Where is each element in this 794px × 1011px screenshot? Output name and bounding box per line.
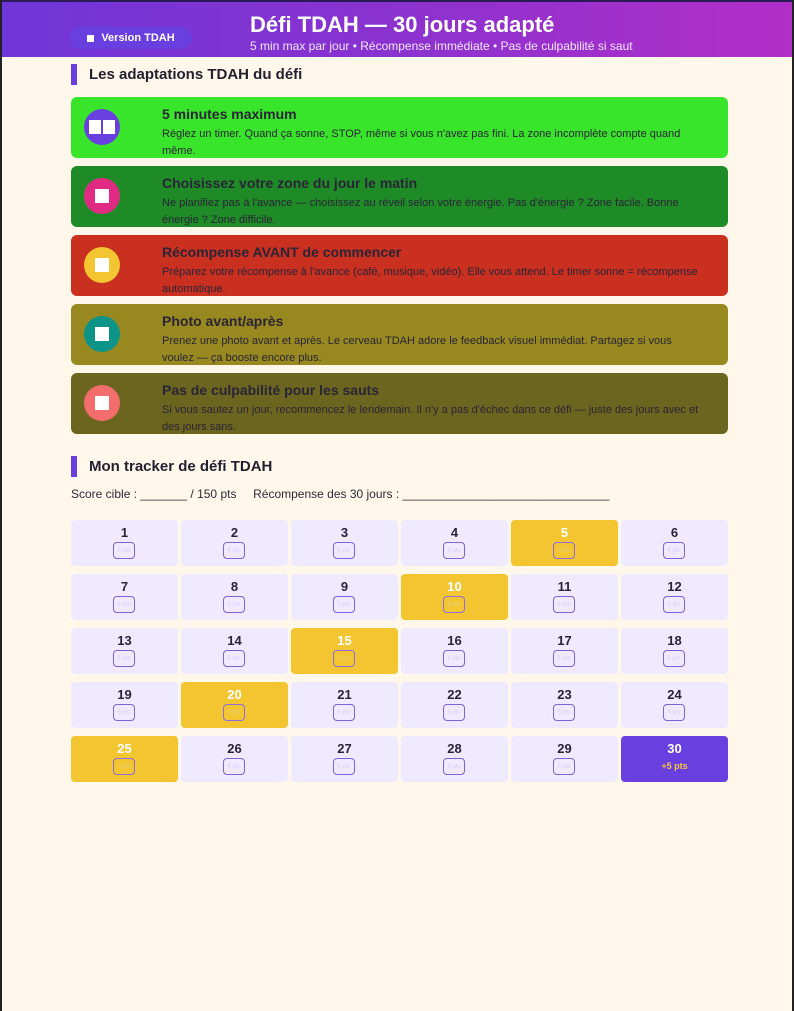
day-checkbox[interactable] [223, 542, 245, 559]
checkbox-points-label: 5 pts [447, 763, 461, 770]
checkbox-points-label: 5 pts [557, 655, 571, 662]
day-number: 17 [557, 633, 572, 648]
checkbox-points-label: 5 pts [117, 547, 131, 554]
day-checkbox[interactable] [333, 650, 355, 667]
day-number: 6 [670, 525, 679, 540]
square-icon [84, 385, 120, 421]
book-icon [84, 109, 120, 145]
day-checkbox[interactable] [663, 596, 685, 613]
checkbox-points-label: 5 pts [557, 547, 571, 554]
checkbox-points-label: 5 pts [337, 763, 351, 770]
final-bonus-label: +5 pts [661, 761, 688, 771]
tracker-day-cell[interactable] [621, 520, 728, 566]
tracker-section-title: Mon tracker de défi TDAH [71, 456, 272, 477]
adaptation-card [71, 304, 728, 365]
day-number: 3 [340, 525, 349, 540]
tracker-day-cell[interactable] [71, 682, 178, 728]
day-checkbox[interactable] [553, 542, 575, 559]
checkbox-points-label: 5 pts [557, 763, 571, 770]
day-checkbox[interactable] [113, 758, 135, 775]
day-number: 23 [557, 687, 572, 702]
day-number: 11 [557, 579, 572, 594]
tracker-day-cell[interactable] [621, 736, 728, 782]
square-icon [84, 316, 120, 352]
day-number: 12 [667, 579, 682, 594]
day-checkbox[interactable] [553, 704, 575, 721]
checkbox-points-label: 5 pts [667, 655, 681, 662]
tracker-day-cell[interactable] [291, 736, 398, 782]
day-number: 28 [447, 741, 462, 756]
day-checkbox[interactable] [443, 596, 465, 613]
checkbox-points-label: 5 pts [117, 601, 131, 608]
tracker-day-cell[interactable] [401, 736, 508, 782]
page-subtitle: 5 min max par jour • Récompense immédiate • Pas de culpabilité si saut [250, 39, 633, 53]
day-checkbox[interactable] [553, 596, 575, 613]
day-number: 4 [450, 525, 459, 540]
tracker-day-cell[interactable] [621, 628, 728, 674]
day-number: 2 [230, 525, 239, 540]
page-title: Défi TDAH — 30 jours adapté [250, 12, 555, 37]
checkbox-points-label: 5 pts [667, 547, 681, 554]
checkbox-points-label: 5 pts [447, 547, 461, 554]
tracker-day-cell[interactable] [291, 682, 398, 728]
tracker-day-cell[interactable] [181, 682, 288, 728]
adaptations-section-title: Les adaptations TDAH du défi [71, 64, 302, 85]
tracker-day-cell[interactable] [621, 574, 728, 620]
tracker-day-cell[interactable] [401, 682, 508, 728]
tracker-day-cell[interactable] [181, 520, 288, 566]
day-checkbox[interactable] [663, 650, 685, 667]
checkbox-points-label: 5 pts [227, 601, 241, 608]
day-number: 16 [447, 633, 462, 648]
adaptation-card-title: 5 minutes maximum [162, 106, 297, 122]
adaptations-list [71, 97, 728, 442]
adaptation-card-title: Photo avant/après [162, 313, 284, 329]
adaptation-card-description: Réglez un timer. Quand ça sonne, STOP, même si vous n'avez pas fini. La zone incomplète compte quand même. [162, 128, 681, 157]
adaptation-card-description: Ne planifiez pas à l'avance — choisissez au réveil selon votre énergie. Pas d'énergie ? Zone facile. Bonne énergie ? Zone difficile. [162, 197, 679, 226]
checkbox-points-label: 5 pts [447, 655, 461, 662]
tracker-day-cell[interactable] [181, 736, 288, 782]
tracker-day-cell[interactable] [511, 628, 618, 674]
page-border-left [0, 0, 2, 1011]
tracker-day-cell[interactable] [511, 574, 618, 620]
version-badge [70, 27, 192, 49]
tracker-day-cell[interactable] [71, 520, 178, 566]
day-checkbox[interactable] [553, 650, 575, 667]
checkbox-points-label: 5 pts [227, 709, 241, 716]
adaptation-card-description: Prenez une photo avant et après. Le cerveau TDAH adore le feedback visuel immédiat. Partagez si vous voulez — ça booste encore plus. [162, 335, 672, 364]
checkbox-points-label: 5 pts [227, 547, 241, 554]
checkbox-points-label: 5 pts [337, 655, 351, 662]
adaptation-card [71, 235, 728, 296]
adaptation-card [71, 97, 728, 158]
tracker-day-cell[interactable] [511, 682, 618, 728]
day-checkbox[interactable] [113, 542, 135, 559]
day-number: 25 [117, 741, 132, 756]
day-checkbox[interactable] [333, 542, 355, 559]
day-number: 5 [560, 525, 569, 540]
adaptation-card [71, 166, 728, 227]
day-number: 13 [117, 633, 132, 648]
day-checkbox[interactable] [223, 596, 245, 613]
checkbox-points-label: 5 pts [117, 709, 131, 716]
tracker-day-cell[interactable] [621, 682, 728, 728]
badge-square-icon [87, 35, 94, 42]
tracker-score-line: Score cible : _______ / 150 pts Récompense des 30 jours : _______________________________ [71, 487, 610, 501]
day-number: 19 [117, 687, 132, 702]
checkbox-points-label: 5 pts [667, 709, 681, 716]
day-number: 24 [667, 687, 682, 702]
day-checkbox[interactable] [443, 704, 465, 721]
page-header [2, 0, 792, 57]
day-checkbox[interactable] [663, 704, 685, 721]
tracker-day-cell[interactable] [181, 628, 288, 674]
day-checkbox[interactable] [443, 542, 465, 559]
checkbox-points-label: 5 pts [337, 601, 351, 608]
day-checkbox[interactable] [223, 650, 245, 667]
day-checkbox[interactable] [333, 596, 355, 613]
day-checkbox[interactable] [223, 704, 245, 721]
tracker-day-cell[interactable] [71, 736, 178, 782]
day-checkbox[interactable] [113, 650, 135, 667]
day-number: 9 [340, 579, 349, 594]
checkbox-points-label: 5 pts [337, 547, 351, 554]
day-number: 7 [120, 579, 129, 594]
tracker-day-cell[interactable] [181, 574, 288, 620]
day-number: 27 [337, 741, 352, 756]
tracker-day-cell[interactable] [71, 628, 178, 674]
adaptation-card [71, 373, 728, 434]
square-icon [84, 247, 120, 283]
day-number: 21 [337, 687, 352, 702]
day-number: 18 [667, 633, 682, 648]
day-number: 10 [447, 579, 462, 594]
checkbox-points-label: 5 pts [337, 709, 351, 716]
adaptation-card-title: Choisissez votre zone du jour le matin [162, 175, 418, 191]
day-number: 30 [667, 741, 682, 756]
day-checkbox[interactable] [333, 758, 355, 775]
adaptation-card-description: Préparez votre récompense à l'avance (café, musique, vidéo). Elle vous attend. Le timer sonne = récompense automatique. [162, 266, 698, 295]
day-checkbox[interactable] [443, 650, 465, 667]
day-number: 26 [227, 741, 242, 756]
tracker-day-cell[interactable] [511, 736, 618, 782]
day-checkbox[interactable] [223, 758, 245, 775]
tracker-day-cell[interactable] [401, 520, 508, 566]
checkbox-points-label: 5 pts [557, 601, 571, 608]
checkbox-points-label: 5 pts [227, 763, 241, 770]
checkbox-points-label: 5 pts [117, 655, 131, 662]
day-number: 20 [227, 687, 242, 702]
tracker-day-cell[interactable] [401, 628, 508, 674]
square-icon [84, 178, 120, 214]
checkbox-points-label: 5 pts [117, 763, 131, 770]
adaptation-card-title: Récompense AVANT de commencer [162, 244, 402, 260]
day-checkbox[interactable] [553, 758, 575, 775]
day-number: 8 [230, 579, 239, 594]
adaptation-card-title: Pas de culpabilité pour les sauts [162, 382, 380, 398]
day-number: 29 [557, 741, 572, 756]
tracker-day-cell[interactable] [511, 520, 618, 566]
checkbox-points-label: 5 pts [447, 709, 461, 716]
day-number: 15 [337, 633, 352, 648]
day-checkbox[interactable] [113, 704, 135, 721]
tracker-day-cell[interactable] [291, 520, 398, 566]
day-checkbox[interactable] [443, 758, 465, 775]
day-number: 14 [227, 633, 242, 648]
checkbox-points-label: 5 pts [667, 601, 681, 608]
tracker-day-cell[interactable] [291, 628, 398, 674]
tracker-day-cell[interactable] [291, 574, 398, 620]
day-number: 1 [120, 525, 129, 540]
checkbox-points-label: 5 pts [447, 601, 461, 608]
day-checkbox[interactable] [333, 704, 355, 721]
checkbox-points-label: 5 pts [227, 655, 241, 662]
version-badge-label: Version TDAH [101, 32, 175, 44]
day-checkbox[interactable] [663, 542, 685, 559]
tracker-day-cell[interactable] [71, 574, 178, 620]
tracker-day-cell[interactable] [401, 574, 508, 620]
day-checkbox[interactable] [113, 596, 135, 613]
tracker-grid [71, 520, 728, 782]
checkbox-points-label: 5 pts [557, 709, 571, 716]
adaptation-card-description: Si vous sautez un jour, recommencez le lendemain. Il n'y a pas d'échec dans ce défi — juste des jours avec et des jours sans. [162, 404, 699, 433]
day-number: 22 [447, 687, 462, 702]
